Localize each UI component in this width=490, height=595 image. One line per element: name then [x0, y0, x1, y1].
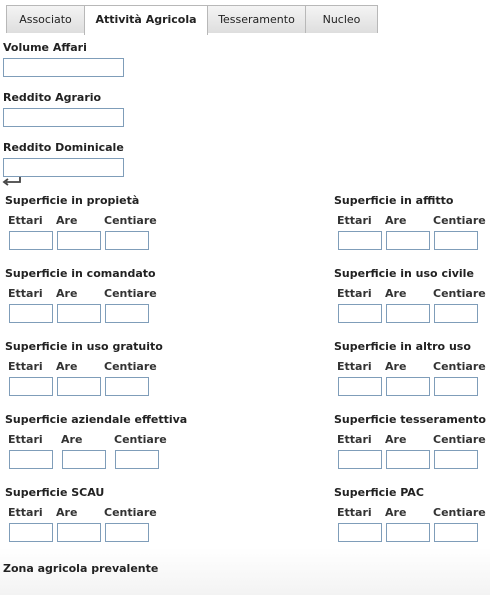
volume-affari-input[interactable]	[3, 58, 124, 77]
are-label: Are	[56, 287, 78, 300]
centiare-label: Centiare	[433, 214, 486, 227]
are-input[interactable]	[386, 377, 430, 396]
ettari-label: Ettari	[8, 506, 43, 519]
ettari-label: Ettari	[337, 287, 372, 300]
ettari-input[interactable]	[338, 231, 382, 250]
surface-group-title: Superficie in propietà	[5, 194, 140, 207]
ettari-input[interactable]	[9, 450, 53, 469]
centiare-input[interactable]	[105, 377, 149, 396]
tab-bar	[6, 5, 378, 35]
reddito-agrario-label: Reddito Agrario	[3, 91, 102, 104]
ettari-input[interactable]	[338, 450, 382, 469]
are-input[interactable]	[386, 304, 430, 323]
ettari-label: Ettari	[8, 360, 43, 373]
tab-nucleo[interactable]: Nucleo	[305, 5, 378, 33]
centiare-label: Centiare	[433, 433, 486, 446]
centiare-label: Centiare	[433, 360, 486, 373]
surface-group-title: Superficie in uso gratuito	[5, 340, 163, 353]
ettari-label: Ettari	[8, 287, 43, 300]
centiare-input[interactable]	[434, 304, 478, 323]
centiare-label: Centiare	[104, 287, 157, 300]
zona-agricola-label: Zona agricola prevalente	[3, 562, 159, 575]
ettari-input[interactable]	[9, 231, 53, 250]
reddito-agrario-input[interactable]	[3, 108, 124, 127]
ettari-input[interactable]	[338, 523, 382, 542]
ettari-label: Ettari	[8, 214, 43, 227]
are-label: Are	[56, 506, 78, 519]
centiare-input[interactable]	[105, 231, 149, 250]
ettari-input[interactable]	[338, 304, 382, 323]
ettari-label: Ettari	[337, 360, 372, 373]
centiare-label: Centiare	[104, 506, 157, 519]
centiare-label: Centiare	[104, 360, 157, 373]
are-label: Are	[385, 287, 407, 300]
are-label: Are	[56, 360, 78, 373]
are-input[interactable]	[57, 304, 101, 323]
are-input[interactable]	[57, 523, 101, 542]
ettari-label: Ettari	[337, 506, 372, 519]
centiare-input[interactable]	[434, 231, 478, 250]
ettari-input[interactable]	[338, 377, 382, 396]
surface-group-title: Superficie in altro uso	[334, 340, 471, 353]
are-label: Are	[56, 214, 78, 227]
ettari-input[interactable]	[9, 523, 53, 542]
are-input[interactable]	[386, 231, 430, 250]
are-label: Are	[61, 433, 83, 446]
reddito-dominicale-input[interactable]	[3, 158, 124, 177]
ettari-label: Ettari	[337, 214, 372, 227]
are-label: Are	[385, 506, 407, 519]
ettari-input[interactable]	[9, 304, 53, 323]
tab-tesseramento[interactable]: Tesseramento	[207, 5, 306, 33]
are-label: Are	[385, 214, 407, 227]
ettari-input[interactable]	[9, 377, 53, 396]
centiare-input[interactable]	[434, 523, 478, 542]
centiare-label: Centiare	[114, 433, 167, 446]
ettari-label: Ettari	[337, 433, 372, 446]
surface-group-title: Superficie tesseramento	[334, 413, 486, 426]
centiare-label: Centiare	[433, 287, 486, 300]
centiare-label: Centiare	[104, 214, 157, 227]
are-input[interactable]	[386, 523, 430, 542]
centiare-input[interactable]	[434, 450, 478, 469]
are-label: Are	[385, 433, 407, 446]
tab-attivita-agricola[interactable]: Attività Agricola	[84, 5, 208, 35]
volume-affari-label: Volume Affari	[3, 41, 87, 54]
are-label: Are	[385, 360, 407, 373]
centiare-input[interactable]	[105, 523, 149, 542]
centiare-input[interactable]	[105, 304, 149, 323]
surface-group-title: Superficie in comandato	[5, 267, 156, 280]
return-arrow-icon[interactable]	[2, 176, 22, 188]
centiare-input[interactable]	[115, 450, 159, 469]
are-input[interactable]	[57, 377, 101, 396]
are-input[interactable]	[386, 450, 430, 469]
tab-associato[interactable]: Associato	[6, 5, 85, 33]
are-input[interactable]	[62, 450, 106, 469]
reddito-dominicale-label: Reddito Dominicale	[3, 141, 124, 154]
surface-group-title: Superficie in affitto	[334, 194, 454, 207]
surface-group-title: Superficie PAC	[334, 486, 424, 499]
are-input[interactable]	[57, 231, 101, 250]
centiare-label: Centiare	[433, 506, 486, 519]
surface-group-title: Superficie SCAU	[5, 486, 105, 499]
surface-group-title: Superficie in uso civile	[334, 267, 474, 280]
surface-group-title: Superficie aziendale effettiva	[5, 413, 188, 426]
ettari-label: Ettari	[8, 433, 43, 446]
centiare-input[interactable]	[434, 377, 478, 396]
